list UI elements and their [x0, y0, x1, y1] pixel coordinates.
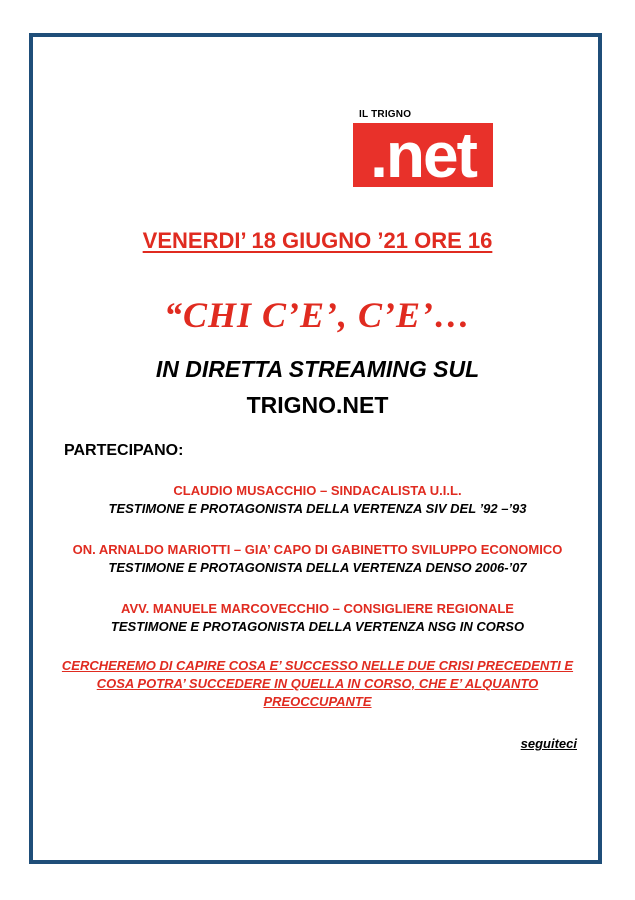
participant-desc: TESTIMONE E PROTAGONISTA DELLA VERTENZA SIV DEL ’92 –’93 — [108, 501, 527, 516]
participant-name: ON. ARNALDO MARIOTTI – GIA’ CAPO DI GABINETTO SVILUPPO ECONOMICO — [72, 542, 563, 557]
closing-note-line: PREOCCUPANTE — [263, 694, 372, 709]
follow-text: seguiteci — [520, 736, 577, 751]
logo-kicker: IL TRIGNO — [359, 109, 412, 120]
participant-desc: TESTIMONE E PROTAGONISTA DELLA VERTENZA DENSO 2006-’07 — [108, 560, 527, 575]
participant-desc: TESTIMONE E PROTAGONISTA DELLA VERTENZA NSG IN CORSO — [110, 619, 525, 634]
trigno-net-logo: .net — [353, 123, 493, 187]
closing-note-line: CERCHEREMO DI CAPIRE COSA E’ SUCCESSO NELLE DUE CRISI PRECEDENTI E — [61, 658, 574, 673]
participants-heading: PARTECIPANO: — [64, 442, 184, 459]
event-title: “CHI C’E’, C’E’… — [163, 295, 472, 335]
participant-name: AVV. MANUELE MARCOVECCHIO – CONSIGLIERE REGIONALE — [121, 601, 514, 616]
event-date: VENERDI’ 18 GIUGNO ’21 ORE 16 — [142, 228, 493, 253]
stream-line-2: TRIGNO.NET — [246, 392, 389, 418]
closing-note — [60, 657, 575, 711]
stream-line-1: IN DIRETTA STREAMING SUL — [155, 356, 480, 382]
closing-note-line: COSA POTRA’ SUCCEDERE IN QUELLA IN CORSO, CHE E’ ALQUANTO — [96, 676, 539, 691]
participant-name: CLAUDIO MUSACCHIO – SINDACALISTA U.I.L. — [173, 483, 462, 498]
